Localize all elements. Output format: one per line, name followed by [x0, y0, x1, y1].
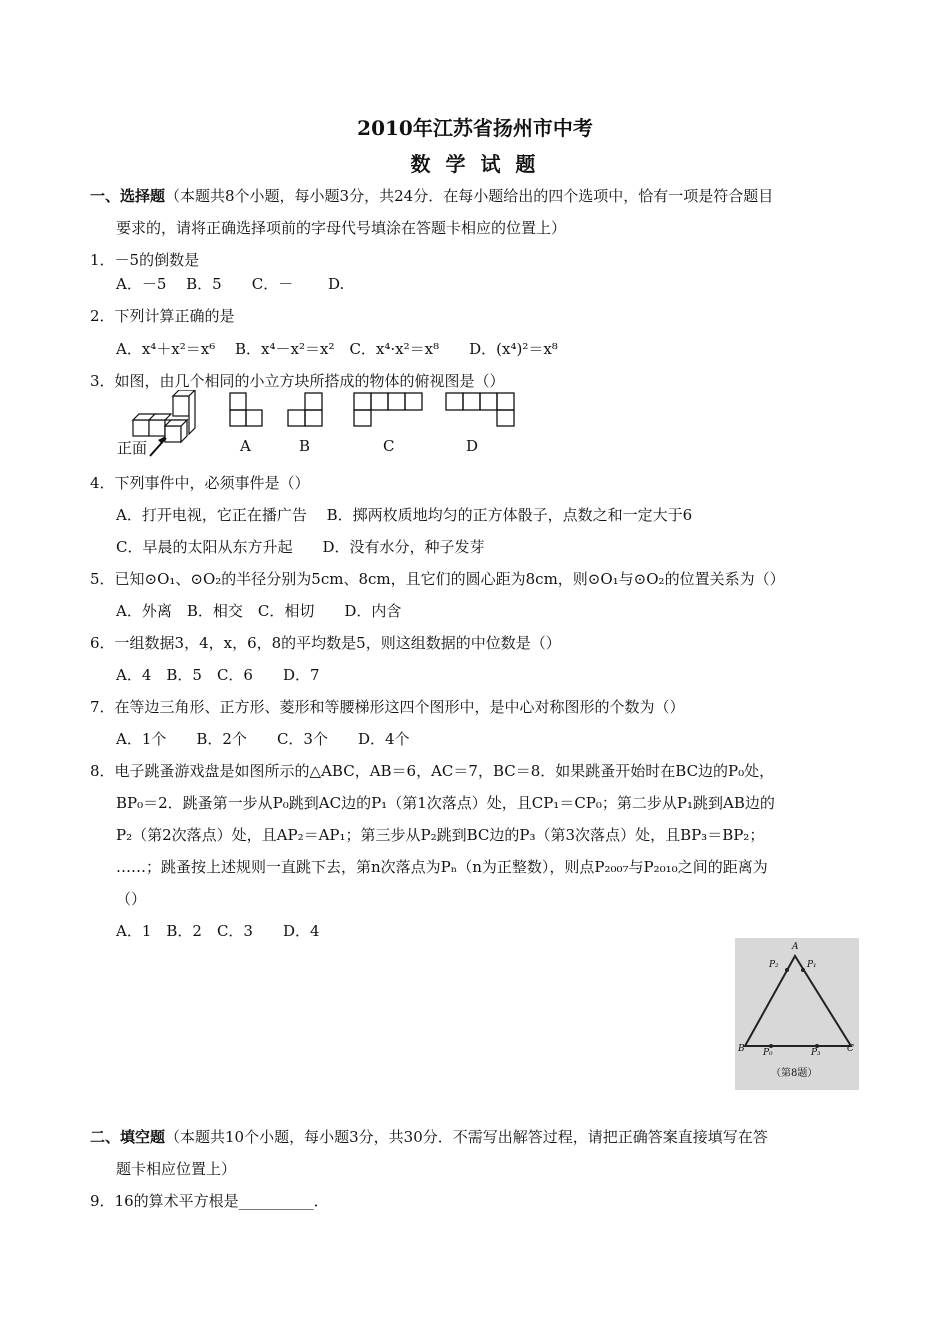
vertex-a-label: A [792, 942, 799, 952]
q5-options: A．外离 B．相交 C．相切 D．内含 [116, 602, 402, 620]
p1-label: P₁ [807, 960, 817, 970]
q8-line-5: （） [116, 890, 147, 908]
q8-line-3: P₂（第2次落点）处，且AP₂＝AP₁；第三步从P₂跳到BC边的P₃（第3次落点）处，且BP₃＝BP₂； [116, 826, 765, 844]
q8-line-4: ……；跳蚤按上述规则一直跳下去，第n次落点为Pₙ（n为正整数），则点P₂₀₀₇与P₂₀₁₀之间的距离为 [116, 858, 768, 876]
q2-options: A．x⁴＋x²＝x⁶ B．x⁴－x²＝x² C．x⁴·x²＝x⁸ D．(x⁴)²＝x⁸ [116, 340, 558, 358]
section2-heading-line [90, 1126, 768, 1147]
q4-stem: 4．下列事件中，必须事件是（） [90, 474, 310, 492]
option-d-figure [445, 392, 517, 428]
figure-caption: （第8题） [771, 1068, 818, 1079]
section2-intro: （本题共10个小题，每小题3分，共30分．不需写出解答过程，请把正确答案直接填写在答 [165, 1128, 768, 1146]
p3-label: P₃ [811, 1048, 821, 1058]
vertex-b-label: B [738, 1044, 745, 1054]
q7-options: A．1个 B．2个 C．3个 D．4个 [116, 730, 410, 748]
p2-label: P₂ [769, 960, 779, 970]
section1-heading-line [90, 185, 773, 206]
exam-subtitle: 数 学 试 题 [410, 152, 540, 176]
q8-options: A．1 B．2 C．3 D．4 [116, 922, 320, 940]
q4-options-1: A．打开电视，它正在播广告 B．掷两枚质地均匀的正方体骰子，点数之和一定大于6 [116, 506, 693, 524]
q1-stem: 1．－5的倒数是 [90, 251, 200, 269]
front-view-label: 正面 [117, 439, 148, 457]
q8-line-2: BP₀＝2．跳蚤第一步从P₀跳到AC边的P₁（第1次落点）处，且CP₁＝CP₀；第二步从P₁跳到AB边的 [116, 794, 775, 812]
option-a-figure [229, 392, 265, 428]
q6-options: A．4 B．5 C．6 D．7 [116, 666, 320, 684]
section2-intro-cont: 题卡相应位置上） [116, 1160, 237, 1178]
option-b-figure [287, 392, 325, 428]
q2-stem: 2．下列计算正确的是 [90, 307, 235, 325]
triangle-figure [735, 938, 859, 1090]
section1-intro: （本题共8个小题，每小题3分，共24分．在每小题给出的四个选项中，恰有一项是符合题目 [165, 187, 774, 205]
q5-stem: 5．已知⊙O₁、⊙O₂的半径分别为5cm、8cm，且它们的圆心距为8cm，则⊙O₁与⊙O₂的位置关系为（） [90, 570, 785, 588]
option-a-label: A [240, 437, 251, 455]
exam-title: 2010年江苏省扬州市中考 [357, 116, 593, 140]
option-b-label: B [299, 437, 311, 455]
q1-options: A．－5 B．5 C．－ D. [116, 275, 345, 293]
option-c-figure [353, 392, 425, 428]
q4-options-2: C．早晨的太阳从东方升起 D．没有水分，种子发芽 [116, 538, 485, 556]
vertex-c-label: C [847, 1044, 854, 1054]
q9-stem: 9．16的算术平方根是__________． [90, 1192, 329, 1210]
p0-label: P₀ [763, 1048, 773, 1058]
option-c-label: C [383, 437, 395, 455]
section2-heading: 二、填空题 [90, 1128, 166, 1146]
section1-intro-cont: 要求的，请将正确选择项前的字母代号填涂在答题卡相应的位置上） [116, 219, 567, 237]
q8-line-1: 8．电子跳蚤游戏盘是如图所示的△ABC，AB＝6，AC＝7，BC＝8．如果跳蚤开始时在BC边的P₀处， [90, 762, 775, 780]
option-d-label: D [466, 437, 479, 455]
section1-heading: 一、选择题 [90, 187, 166, 205]
q6-stem: 6．一组数据3，4，x，6，8的平均数是5，则这组数据的中位数是（） [90, 634, 561, 652]
q7-stem: 7．在等边三角形、正方形、菱形和等腰梯形这四个图形中，是中心对称图形的个数为（） [90, 698, 685, 716]
q3-stem: 3．如图，由几个相同的小立方块所搭成的物体的俯视图是（） [90, 372, 505, 390]
